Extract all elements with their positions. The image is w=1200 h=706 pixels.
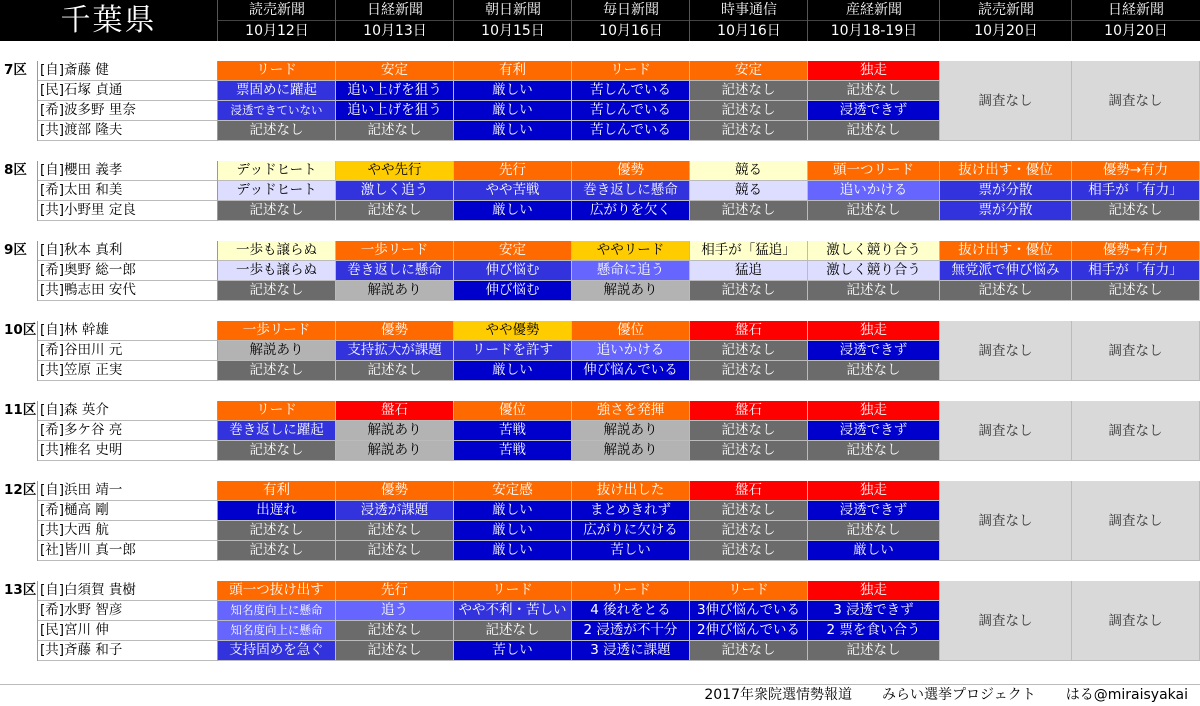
candidate-name: [希]樋高 剛 xyxy=(38,501,218,521)
candidate-name: [共]鴨志田 安代 xyxy=(38,281,218,301)
candidate-name: [自]白須賀 貴樹 xyxy=(38,581,218,601)
assessment-cell: 独走 xyxy=(808,581,940,601)
assessment-cell: 票が分散 xyxy=(940,201,1072,221)
assessment-cell: 解説あり xyxy=(572,421,690,441)
assessment-cell: 優位 xyxy=(454,401,572,421)
assessment-cell: 優勢 xyxy=(336,481,454,501)
assessment-cell: 競る xyxy=(690,161,808,181)
assessment-cell: 優勢→有力 xyxy=(1072,161,1200,181)
assessment-cell: リード xyxy=(572,61,690,81)
assessment-cell: 安定 xyxy=(690,61,808,81)
assessment-cell: 記述なし xyxy=(1072,281,1200,301)
district-label-blank xyxy=(0,341,38,361)
assessment-cell: 知名度向上に懸命 xyxy=(218,601,336,621)
assessment-cell: 伸び悩む xyxy=(454,281,572,301)
assessment-cell: 3 浸透できず xyxy=(808,601,940,621)
assessment-cell: 先行 xyxy=(454,161,572,181)
assessment-cell: 抜け出す・優位 xyxy=(940,241,1072,261)
assessment-cell: 猛追 xyxy=(690,261,808,281)
assessment-cell: 苦しい xyxy=(572,541,690,561)
assessment-cell: 浸透できず xyxy=(808,101,940,121)
assessment-cell: 記述なし xyxy=(808,201,940,221)
column-header-date: 10月12日 xyxy=(218,20,336,41)
assessment-cell: 記述なし xyxy=(218,521,336,541)
column-header-paper: 時事通信 xyxy=(721,2,777,18)
assessment-cell: 激しく追う xyxy=(336,181,454,201)
candidate-name: [共]笠原 正実 xyxy=(38,361,218,381)
district-label-blank xyxy=(0,541,38,561)
assessment-cell: 記述なし xyxy=(808,81,940,101)
candidate-name: [希]多ケ谷 亮 xyxy=(38,421,218,441)
assessment-cell: 記述なし xyxy=(336,621,454,641)
footer xyxy=(0,684,1200,706)
assessment-cell: 苦戦 xyxy=(454,421,572,441)
assessment-cell: 懸命に追う xyxy=(572,261,690,281)
no-survey-cell: 調査なし xyxy=(1072,481,1200,561)
assessment-cell: 記述なし xyxy=(808,441,940,461)
assessment-cell: 苦戦 xyxy=(454,441,572,461)
district-label: 12区 xyxy=(0,481,38,501)
page-title: 千葉県 xyxy=(0,0,217,41)
assessment-cell: 記述なし xyxy=(690,341,808,361)
column-header-date: 10月15日 xyxy=(454,20,572,41)
column-header-paper: 産経新聞 xyxy=(846,2,902,18)
assessment-cell: 知名度向上に懸命 xyxy=(218,621,336,641)
assessment-cell: 優勢 xyxy=(572,161,690,181)
assessment-cell: 厳しい xyxy=(454,101,572,121)
assessment-cell: 記述なし xyxy=(690,101,808,121)
footer-project: みらい選挙プロジェクト xyxy=(882,687,1036,703)
assessment-cell: 広がりに欠ける xyxy=(572,521,690,541)
assessment-cell: 盤石 xyxy=(336,401,454,421)
assessment-cell: 支持拡大が課題 xyxy=(336,341,454,361)
assessment-cell: 記述なし xyxy=(336,361,454,381)
assessment-cell: 記述なし xyxy=(690,521,808,541)
assessment-cell: 記述なし xyxy=(690,421,808,441)
district-label-blank xyxy=(0,201,38,221)
assessment-cell: 巻き返しに懸命 xyxy=(336,261,454,281)
column-header-date: 10月18-19日 xyxy=(808,20,940,41)
no-survey-cell: 調査なし xyxy=(940,401,1072,461)
candidate-name: [希]波多野 里奈 xyxy=(38,101,218,121)
assessment-cell: 3 浸透に課題 xyxy=(572,641,690,661)
assessment-cell: やや不利・苦しい xyxy=(454,601,572,621)
assessment-cell: 厳しい xyxy=(454,361,572,381)
district-label-blank xyxy=(0,101,38,121)
candidate-name: [希]太田 和美 xyxy=(38,181,218,201)
column-header-date: 10月16日 xyxy=(690,20,808,41)
assessment-cell: 解説あり xyxy=(336,441,454,461)
column-header-date: 10月20日 xyxy=(940,20,1072,41)
assessment-cell: 頭一つ抜け出す xyxy=(218,581,336,601)
district-label: 8区 xyxy=(0,161,38,181)
assessment-cell: 記述なし xyxy=(336,121,454,141)
assessment-cell: リード xyxy=(218,61,336,81)
column-header-date: 10月13日 xyxy=(336,20,454,41)
assessment-cell: 無党派で伸び悩み xyxy=(940,261,1072,281)
district-label-blank xyxy=(0,361,38,381)
assessment-cell: 広がりを欠く xyxy=(572,201,690,221)
assessment-cell: 記述なし xyxy=(218,541,336,561)
assessment-cell: 苦しい xyxy=(454,641,572,661)
district-label-blank xyxy=(0,281,38,301)
assessment-cell: 記述なし xyxy=(808,281,940,301)
assessment-cell: 記述なし xyxy=(940,281,1072,301)
assessment-cell: 記述なし xyxy=(690,201,808,221)
column-header xyxy=(940,0,1072,41)
column-header-paper: 毎日新聞 xyxy=(603,2,659,18)
assessment-cell: 有利 xyxy=(218,481,336,501)
assessment-cell: 競る xyxy=(690,181,808,201)
assessment-cell: 2伸び悩んでいる xyxy=(690,621,808,641)
column-header xyxy=(1072,0,1200,41)
assessment-cell: 浸透できていない xyxy=(218,101,336,121)
assessment-cell: 記述なし xyxy=(690,501,808,521)
assessment-cell: 有利 xyxy=(454,61,572,81)
candidate-name: [自]秋本 真利 xyxy=(38,241,218,261)
assessment-cell: 厳しい xyxy=(454,521,572,541)
assessment-cell: デッドヒート xyxy=(218,181,336,201)
assessment-cell: 一歩も譲らぬ xyxy=(218,241,336,261)
assessment-cell: 頭一つリード xyxy=(808,161,940,181)
column-header-paper: 朝日新聞 xyxy=(485,2,541,18)
assessment-cell: 追いかける xyxy=(572,341,690,361)
candidate-name: [自]櫻田 義孝 xyxy=(38,161,218,181)
assessment-cell: 厳しい xyxy=(454,121,572,141)
district-label: 7区 xyxy=(0,61,38,81)
assessment-cell: 記述なし xyxy=(336,521,454,541)
district-label: 10区 xyxy=(0,321,38,341)
district-label-blank xyxy=(0,641,38,661)
column-header xyxy=(336,0,454,41)
assessment-cell: 相手が「有力」 xyxy=(1072,181,1200,201)
assessment-cell: 記述なし xyxy=(808,121,940,141)
assessment-cell: 追い上げを狙う xyxy=(336,101,454,121)
district-label-blank xyxy=(0,441,38,461)
assessment-cell: 優勢 xyxy=(336,321,454,341)
assessment-cell: 票が分散 xyxy=(940,181,1072,201)
assessment-cell: 記述なし xyxy=(218,441,336,461)
district-label-blank xyxy=(0,621,38,641)
district-label-blank xyxy=(0,261,38,281)
assessment-cell: 3伸び悩んでいる xyxy=(690,601,808,621)
assessment-cell: 記述なし xyxy=(218,361,336,381)
assessment-cell: 浸透できず xyxy=(808,341,940,361)
assessment-cell: 厳しい xyxy=(808,541,940,561)
assessment-cell: 抜け出した xyxy=(572,481,690,501)
column-header-date: 10月16日 xyxy=(572,20,690,41)
assessment-cell: 記述なし xyxy=(808,641,940,661)
column-header xyxy=(454,0,572,41)
assessment-cell: 浸透できず xyxy=(808,501,940,521)
assessment-cell: 記述なし xyxy=(454,621,572,641)
candidate-name: [共]斉藤 和子 xyxy=(38,641,218,661)
assessment-cell: 強さを発揮 xyxy=(572,401,690,421)
assessment-cell: 記述なし xyxy=(690,441,808,461)
candidate-name: [自]森 英介 xyxy=(38,401,218,421)
assessment-cell: 相手が「有力」 xyxy=(1072,261,1200,281)
assessment-cell: 解説あり xyxy=(572,441,690,461)
assessment-cell: 盤石 xyxy=(690,401,808,421)
column-header xyxy=(690,0,808,41)
assessment-cell: 安定 xyxy=(454,241,572,261)
candidate-name: [希]水野 智彦 xyxy=(38,601,218,621)
assessment-cell: 記述なし xyxy=(690,81,808,101)
district-label-blank xyxy=(0,501,38,521)
candidate-name: [共]渡部 隆夫 xyxy=(38,121,218,141)
assessment-cell: 独走 xyxy=(808,481,940,501)
assessment-cell: 票固めに躍起 xyxy=(218,81,336,101)
assessment-cell: 巻き返しに躍起 xyxy=(218,421,336,441)
assessment-cell: 記述なし xyxy=(336,541,454,561)
assessment-cell: 記述なし xyxy=(690,641,808,661)
assessment-cell: 記述なし xyxy=(690,281,808,301)
assessment-cell: 相手が「猛追」 xyxy=(690,241,808,261)
assessment-cell: 記述なし xyxy=(336,641,454,661)
assessment-cell: 独走 xyxy=(808,321,940,341)
footer-author: はる@miraisyakai xyxy=(1065,687,1188,703)
column-header-paper: 日経新聞 xyxy=(367,2,423,18)
assessment-cell: リード xyxy=(218,401,336,421)
assessment-cell: 優勢→有力 xyxy=(1072,241,1200,261)
assessment-cell: 記述なし xyxy=(690,541,808,561)
no-survey-cell: 調査なし xyxy=(1072,581,1200,661)
candidate-name: [希]奥野 総一郎 xyxy=(38,261,218,281)
assessment-cell: 追う xyxy=(336,601,454,621)
assessment-cell: 伸び悩んでいる xyxy=(572,361,690,381)
assessment-cell: 苦しんでいる xyxy=(572,81,690,101)
candidate-name: [希]谷田川 元 xyxy=(38,341,218,361)
assessment-cell: リード xyxy=(454,581,572,601)
assessment-cell: 安定 xyxy=(336,61,454,81)
assessment-cell: 厳しい xyxy=(454,541,572,561)
district-label-blank xyxy=(0,81,38,101)
assessment-cell: 解説あり xyxy=(336,281,454,301)
assessment-cell: 一歩も譲らぬ xyxy=(218,261,336,281)
assessment-cell: 独走 xyxy=(808,61,940,81)
district-label: 9区 xyxy=(0,241,38,261)
column-header-paper: 読売新聞 xyxy=(249,2,305,18)
assessment-cell: 苦しんでいる xyxy=(572,121,690,141)
assessment-cell: 一歩リード xyxy=(218,321,336,341)
candidate-name: [民]宮川 伸 xyxy=(38,621,218,641)
candidate-name: [共]椎名 史明 xyxy=(38,441,218,461)
assessment-cell: 出遅れ xyxy=(218,501,336,521)
assessment-cell: やや優勢 xyxy=(454,321,572,341)
district-label-blank xyxy=(0,181,38,201)
assessment-cell: 記述なし xyxy=(808,521,940,541)
assessment-cell: 優位 xyxy=(572,321,690,341)
assessment-cell: 4 後れをとる xyxy=(572,601,690,621)
assessment-cell: 2 浸透が不十分 xyxy=(572,621,690,641)
assessment-cell: リード xyxy=(572,581,690,601)
assessment-cell: 記述なし xyxy=(218,201,336,221)
candidate-name: [自]浜田 靖一 xyxy=(38,481,218,501)
assessment-cell: 激しく競り合う xyxy=(808,261,940,281)
assessment-cell: 厳しい xyxy=(454,81,572,101)
assessment-cell: 浸透できず xyxy=(808,421,940,441)
assessment-cell: 巻き返しに懸命 xyxy=(572,181,690,201)
assessment-cell: リード xyxy=(690,581,808,601)
district-label-blank xyxy=(0,601,38,621)
assessment-cell: やや苦戦 xyxy=(454,181,572,201)
assessment-cell: 追い上げを狙う xyxy=(336,81,454,101)
footer-report: 2017年衆院選情勢報道 xyxy=(704,687,853,703)
no-survey-cell: 調査なし xyxy=(940,321,1072,381)
assessment-cell: 支持固めを急ぐ xyxy=(218,641,336,661)
no-survey-cell: 調査なし xyxy=(1072,61,1200,141)
assessment-cell: 追いかける xyxy=(808,181,940,201)
column-header xyxy=(808,0,940,41)
assessment-cell: 記述なし xyxy=(690,121,808,141)
district-label: 11区 xyxy=(0,401,38,421)
candidate-name: [民]石塚 貞通 xyxy=(38,81,218,101)
assessment-cell: 記述なし xyxy=(218,121,336,141)
district-label-blank xyxy=(0,421,38,441)
district-label: 13区 xyxy=(0,581,38,601)
district-label-blank xyxy=(0,121,38,141)
assessment-cell: 独走 xyxy=(808,401,940,421)
assessment-cell: 激しく競り合う xyxy=(808,241,940,261)
assessment-cell: 記述なし xyxy=(1072,201,1200,221)
assessment-cell: 解説あり xyxy=(336,421,454,441)
candidate-name: [自]林 幹雄 xyxy=(38,321,218,341)
assessment-cell: 浸透が課題 xyxy=(336,501,454,521)
candidate-name: [社]皆川 真一郎 xyxy=(38,541,218,561)
assessment-cell: やや先行 xyxy=(336,161,454,181)
assessment-cell: 2 票を食い合う xyxy=(808,621,940,641)
no-survey-cell: 調査なし xyxy=(1072,321,1200,381)
assessment-cell: 伸び悩む xyxy=(454,261,572,281)
assessment-cell: 記述なし xyxy=(808,361,940,381)
assessment-cell: 抜け出す・優位 xyxy=(940,161,1072,181)
candidate-name: [自]斎藤 健 xyxy=(38,61,218,81)
assessment-cell: ややリード xyxy=(572,241,690,261)
column-header xyxy=(218,0,336,41)
assessment-cell: 厳しい xyxy=(454,501,572,521)
assessment-cell: 解説あり xyxy=(572,281,690,301)
candidate-name: [共]大西 航 xyxy=(38,521,218,541)
assessment-cell: 記述なし xyxy=(690,361,808,381)
assessment-cell: 記述なし xyxy=(336,201,454,221)
assessment-cell: 記述なし xyxy=(218,281,336,301)
assessment-cell: 先行 xyxy=(336,581,454,601)
assessment-cell: 盤石 xyxy=(690,321,808,341)
no-survey-cell: 調査なし xyxy=(940,481,1072,561)
no-survey-cell: 調査なし xyxy=(940,61,1072,141)
assessment-cell: 厳しい xyxy=(454,201,572,221)
assessment-cell: リードを許す xyxy=(454,341,572,361)
candidate-name: [共]小野里 定良 xyxy=(38,201,218,221)
column-header-date: 10月20日 xyxy=(1072,20,1200,41)
district-label-blank xyxy=(0,521,38,541)
assessment-cell: まとめきれず xyxy=(572,501,690,521)
assessment-cell: 盤石 xyxy=(690,481,808,501)
assessment-cell: 解説あり xyxy=(218,341,336,361)
assessment-cell: デッドヒート xyxy=(218,161,336,181)
assessment-cell: 一歩リード xyxy=(336,241,454,261)
column-header-paper: 読売新聞 xyxy=(978,2,1034,18)
assessment-cell: 安定感 xyxy=(454,481,572,501)
no-survey-cell: 調査なし xyxy=(1072,401,1200,461)
assessment-cell: 苦しんでいる xyxy=(572,101,690,121)
no-survey-cell: 調査なし xyxy=(940,581,1072,661)
column-header xyxy=(572,0,690,41)
column-header-paper: 日経新聞 xyxy=(1108,2,1164,18)
